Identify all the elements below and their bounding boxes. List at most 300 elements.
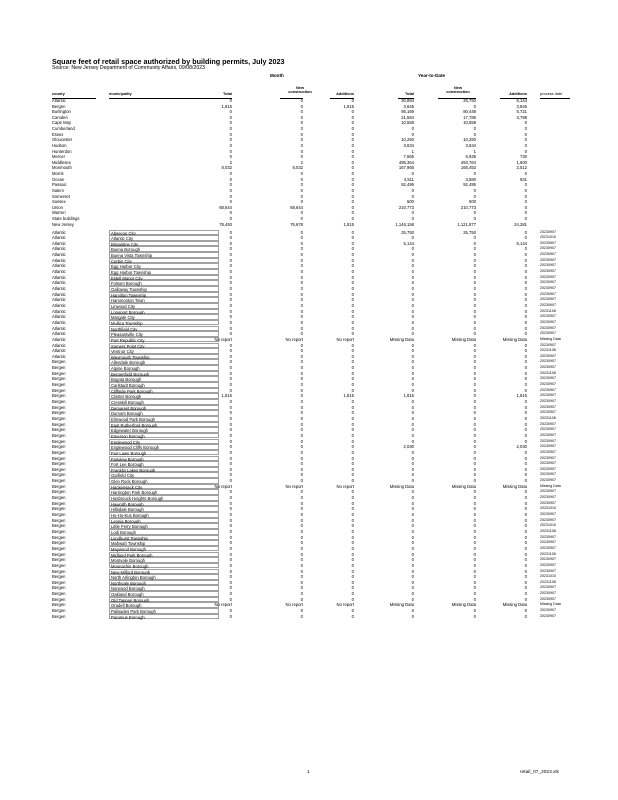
municipality-cell: Margate City xyxy=(109,314,219,320)
table-row xyxy=(0,614,618,620)
county-cell: Bergen xyxy=(52,421,66,427)
ytd-additions-cell: 0 xyxy=(524,466,527,472)
ytd-additions-cell: 0 xyxy=(524,137,527,143)
header-month-new-line1: New xyxy=(296,85,304,90)
municipality-cell: Hasbrouck Heights Borough xyxy=(109,495,219,501)
month-new-cell: 0 xyxy=(300,359,303,365)
month-total-cell: 0 xyxy=(229,120,232,126)
municipality-cell: Englewood Cliffs Borough xyxy=(109,444,219,450)
ytd-new-cell: 3,634 xyxy=(465,142,476,148)
ytd-new-cell: 0 xyxy=(473,365,476,371)
month-additions-cell: 0 xyxy=(351,399,354,404)
header-month-new-line2: construction xyxy=(288,89,312,95)
month-additions-cell: 1,815 xyxy=(343,103,354,109)
ytd-total-cell: 0 xyxy=(411,246,414,252)
municipality-cell: Englewood City xyxy=(109,439,219,445)
municipality-cell: Mahwah Township xyxy=(109,540,219,546)
ytd-total-cell: 2,030 xyxy=(403,444,414,450)
process-date-cell: 20230907 xyxy=(540,325,556,330)
ytd-new-cell: 3,580 xyxy=(465,176,476,182)
process-date-cell: 20230907 xyxy=(540,461,556,466)
process-date-cell: 20230907 xyxy=(540,489,556,494)
county-cell: Bergen xyxy=(52,562,66,568)
ytd-additions-cell: 0 xyxy=(524,204,527,210)
municipality-cell: Buena Vista Township xyxy=(109,252,219,258)
month-new-cell: 0 xyxy=(300,348,303,354)
process-date-cell: 20231108 xyxy=(540,370,556,375)
month-new-cell: 0 xyxy=(300,540,303,546)
ytd-additions-cell: 0 xyxy=(524,557,527,563)
ytd-additions-cell: 0 xyxy=(524,421,527,427)
county-cell: Bergen xyxy=(52,596,66,602)
month-total-cell: 0 xyxy=(229,551,232,557)
ytd-additions-cell: 0 xyxy=(524,596,527,602)
month-total-cell: 0 xyxy=(229,562,232,568)
month-new-cell: 0 xyxy=(300,551,303,557)
month-new-cell: 0 xyxy=(300,120,303,126)
ytd-new-cell: 25,750 xyxy=(463,98,476,103)
month-total-cell: 0 xyxy=(229,557,232,563)
file-name: retail_07_2023.xls xyxy=(520,770,559,775)
month-new-cell: 0 xyxy=(300,353,303,359)
ytd-additions-cell: 0 xyxy=(524,269,527,275)
process-date-cell: 20230907 xyxy=(540,608,556,613)
municipality-cell: Hackensack City xyxy=(109,484,219,490)
month-new-cell: 0 xyxy=(300,489,303,495)
ytd-new-cell: 0 xyxy=(473,359,476,365)
county-cell: Bergen xyxy=(52,483,66,489)
ytd-additions-cell: 0 xyxy=(524,574,527,580)
month-total-cell: 0 xyxy=(229,114,232,120)
ytd-total-cell: 0 xyxy=(411,613,414,619)
month-additions-cell: 0 xyxy=(351,528,354,534)
ytd-total-cell: 10,260 xyxy=(401,137,414,143)
month-additions-cell: 0 xyxy=(351,187,354,193)
month-additions-cell: 0 xyxy=(351,596,354,602)
ytd-additions-cell: 0 xyxy=(524,376,527,382)
month-total-cell: 0 xyxy=(229,325,232,331)
ytd-additions-cell: 24,281 xyxy=(514,221,527,227)
process-date-cell: 20230907 xyxy=(540,274,556,279)
county-cell: Bergen xyxy=(52,517,66,523)
month-additions-cell: 0 xyxy=(351,608,354,614)
ytd-additions-cell: 0 xyxy=(524,500,527,506)
county-cell: Atlantic xyxy=(52,319,66,325)
ytd-additions-cell: 3,798 xyxy=(516,114,527,120)
ytd-additions-cell: 0 xyxy=(524,512,527,517)
month-new-cell: 0 xyxy=(300,585,303,591)
ytd-total-cell: 0 xyxy=(411,551,414,557)
process-date-cell: 20230907 xyxy=(540,291,556,296)
ytd-additions-cell: 0 xyxy=(524,187,527,193)
process-date-cell: 20230907 xyxy=(540,263,556,268)
municipality-cell: Ventnor City xyxy=(109,348,219,354)
municipality-cell: Hamilton Township xyxy=(109,292,219,298)
month-additions-cell: 0 xyxy=(351,342,354,348)
municipality-cell: Harrington Park Borough xyxy=(109,489,219,495)
month-additions-cell: 0 xyxy=(351,472,354,478)
ytd-total-cell: 0 xyxy=(411,280,414,286)
month-total-cell: 0 xyxy=(229,263,232,269)
county-cell: Cape May xyxy=(52,120,72,126)
month-additions-cell: 0 xyxy=(351,331,354,337)
ytd-total-cell: 1,815 xyxy=(403,393,414,399)
ytd-total-cell: 0 xyxy=(411,291,414,297)
month-total-cell: 0 xyxy=(229,534,232,540)
month-additions-cell: 0 xyxy=(351,319,354,325)
process-date-cell: 20230907 xyxy=(540,393,556,398)
county-cell: Atlantic xyxy=(52,353,66,359)
month-new-cell: 0 xyxy=(300,596,303,602)
process-date-cell: 20230907 xyxy=(540,342,556,347)
process-date-cell: 20230907 xyxy=(540,562,556,567)
ytd-new-cell: 0 xyxy=(473,103,476,109)
process-date-cell: 20230907 xyxy=(540,331,556,336)
ytd-total-cell: 0 xyxy=(411,370,414,376)
month-additions-cell: 0 xyxy=(351,376,354,382)
month-total-cell: 0 xyxy=(229,171,232,177)
month-new-cell: 0 xyxy=(300,308,303,314)
month-new-cell: 0 xyxy=(300,517,303,523)
month-new-cell: 0 xyxy=(300,142,303,148)
ytd-additions-cell: 0 xyxy=(524,171,527,177)
ytd-additions-cell: 0 xyxy=(524,382,527,388)
month-total-cell: 0 xyxy=(229,585,232,591)
municipality-cell: Norwood Borough xyxy=(109,585,219,591)
municipality-cell: Port Republic City xyxy=(109,337,219,343)
month-additions-cell: 0 xyxy=(351,286,354,291)
county-cell: Atlantic xyxy=(52,314,66,320)
process-date-cell: 20230907 xyxy=(540,444,556,449)
month-total-cell: 0 xyxy=(229,500,232,506)
month-new-cell: 0 xyxy=(300,376,303,382)
ytd-additions-cell: 0 xyxy=(524,415,527,421)
municipality-cell: Carlstadt Borough xyxy=(109,382,219,388)
process-date-cell: 20231010 xyxy=(540,506,556,511)
ytd-new-cell: 0 xyxy=(473,387,476,393)
ytd-total-cell: 1,146,158 xyxy=(395,221,414,227)
ytd-additions-cell: 0 xyxy=(524,246,527,252)
month-new-cell: 0 xyxy=(300,534,303,540)
month-total-cell: 0 xyxy=(229,252,232,258)
month-total-cell: 0 xyxy=(229,399,232,404)
ytd-additions-cell: 0 xyxy=(524,528,527,534)
month-new-cell: 0 xyxy=(300,444,303,450)
ytd-additions-cell: 0 xyxy=(524,613,527,619)
municipality-cell: Cresskill Borough xyxy=(109,399,219,405)
county-cell: Bergen xyxy=(52,613,66,619)
month-new-cell: 0 xyxy=(300,252,303,258)
ytd-total-cell: 495,364 xyxy=(398,159,414,165)
month-new-cell: 68,644 xyxy=(290,204,303,210)
municipality-cell: Fort Lee Borough xyxy=(109,461,219,467)
ytd-total-cell: 0 xyxy=(411,257,414,263)
ytd-new-cell: 0 xyxy=(473,517,476,523)
ytd-total-cell: 4,511 xyxy=(403,176,414,182)
month-additions-cell: 0 xyxy=(351,461,354,467)
month-new-cell: 0 xyxy=(300,404,303,410)
month-additions-cell: 0 xyxy=(351,359,354,365)
month-total-cell: No report xyxy=(214,483,232,489)
ytd-total-cell: 0 xyxy=(411,427,414,433)
ytd-new-cell: 0 xyxy=(473,286,476,291)
county-cell: Atlantic xyxy=(52,336,66,342)
month-new-cell: 0 xyxy=(300,286,303,291)
month-total-cell: 0 xyxy=(229,331,232,337)
month-additions-cell: 0 xyxy=(351,585,354,591)
ytd-new-cell: 0 xyxy=(473,291,476,297)
ytd-additions-cell: 0 xyxy=(524,432,527,438)
ytd-new-cell: 0 xyxy=(473,432,476,438)
month-total-cell: 0 xyxy=(229,240,232,246)
month-total-cell: 0 xyxy=(229,461,232,467)
county-cell: Bergen xyxy=(52,449,66,455)
month-new-cell: 0 xyxy=(300,187,303,193)
ytd-new-cell: 0 xyxy=(473,410,476,416)
month-additions-cell: 1,815 xyxy=(343,221,354,227)
municipality-cell: North Arlington Borough xyxy=(109,574,219,580)
ytd-new-cell: 0 xyxy=(473,613,476,619)
month-additions-cell: 0 xyxy=(351,438,354,444)
month-additions-cell: 0 xyxy=(351,506,354,512)
month-total-cell: 0 xyxy=(229,182,232,188)
ytd-new-cell: 0 xyxy=(473,557,476,563)
ytd-total-cell: 0 xyxy=(411,263,414,269)
ytd-additions-cell: 0 xyxy=(524,472,527,478)
process-date-cell: 20230907 xyxy=(540,466,556,471)
month-new-cell: 0 xyxy=(300,229,303,235)
ytd-total-cell: 0 xyxy=(411,325,414,331)
ytd-total-cell: 0 xyxy=(411,517,414,523)
municipality-cell: Folsom Borough xyxy=(109,280,219,286)
ytd-additions-cell: 0 xyxy=(524,193,527,199)
ytd-additions-cell: 2,512 xyxy=(516,165,527,171)
month-additions-cell: 0 xyxy=(351,204,354,210)
ytd-total-cell: 0 xyxy=(411,342,414,348)
ytd-additions-cell: 0 xyxy=(524,319,527,325)
process-date-cell: 20230907 xyxy=(540,297,556,302)
month-new-cell: 0 xyxy=(300,370,303,376)
month-additions-cell: 0 xyxy=(351,148,354,154)
ytd-additions-cell: 0 xyxy=(524,591,527,597)
county-cell: Morris xyxy=(52,171,64,177)
ytd-total-cell: 0 xyxy=(411,376,414,382)
ytd-total-cell: 0 xyxy=(411,131,414,137)
county-cell: Atlantic xyxy=(52,263,66,269)
month-new-cell: 0 xyxy=(300,579,303,585)
month-new-cell: 0 xyxy=(300,574,303,580)
ytd-new-cell: 0 xyxy=(473,325,476,331)
county-cell: Camden xyxy=(52,114,68,120)
process-date-cell: 20230907 xyxy=(540,495,556,500)
ytd-additions-cell: 0 xyxy=(524,608,527,614)
ytd-additions-cell: 3,845 xyxy=(516,103,527,109)
municipality-cell: Egg Harbor City xyxy=(109,263,219,269)
month-additions-cell: 0 xyxy=(351,382,354,388)
ytd-total-cell: 0 xyxy=(411,319,414,325)
county-cell: Atlantic xyxy=(52,297,66,303)
month-additions-cell: 0 xyxy=(351,126,354,132)
month-total-cell: 0 xyxy=(229,210,232,216)
ytd-additions-cell: 0 xyxy=(524,182,527,188)
month-new-cell: 0 xyxy=(300,182,303,188)
process-date-cell: 20230907 xyxy=(540,229,556,234)
month-total-cell: 0 xyxy=(229,348,232,354)
month-total-cell: 0 xyxy=(229,142,232,148)
month-total-cell: 0 xyxy=(229,455,232,461)
month-additions-cell: 0 xyxy=(351,199,354,205)
process-date-cell: 20230907 xyxy=(540,568,556,573)
month-additions-cell: 0 xyxy=(351,216,354,222)
process-date-cell: 20230907 xyxy=(540,455,556,460)
month-total-cell: 0 xyxy=(229,438,232,444)
ytd-new-cell: 0 xyxy=(473,131,476,137)
county-cell: Gloucester xyxy=(52,137,73,143)
month-new-cell: No report xyxy=(285,336,303,342)
month-new-cell: 0 xyxy=(300,399,303,404)
ytd-additions-cell: 0 xyxy=(524,126,527,132)
ytd-additions-cell: 0 xyxy=(524,325,527,331)
ytd-total-cell: Missing Data xyxy=(389,483,414,489)
month-new-cell: 0 xyxy=(300,280,303,286)
month-total-cell: 0 xyxy=(229,235,232,241)
ytd-new-cell: 25,750 xyxy=(463,229,476,235)
process-date-cell: 20230907 xyxy=(540,359,556,364)
month-additions-cell: 0 xyxy=(351,568,354,574)
month-total-cell: 2 xyxy=(229,159,232,165)
month-new-cell: 0 xyxy=(300,500,303,506)
month-total-cell: 0 xyxy=(229,370,232,376)
county-cell: Atlantic xyxy=(52,98,66,103)
ytd-additions-cell: 0 xyxy=(524,235,527,241)
ytd-new-cell: 0 xyxy=(473,478,476,484)
ytd-additions-cell: 0 xyxy=(524,210,527,216)
month-new-cell: 0 xyxy=(300,291,303,297)
process-date-cell: 20231010 xyxy=(540,574,556,579)
month-total-cell: 0 xyxy=(229,297,232,303)
ytd-total-cell: 0 xyxy=(411,252,414,258)
municipality-cell: Lyndhurst Township xyxy=(109,535,219,541)
county-cell: Essex xyxy=(52,131,64,137)
ytd-total-cell: 0 xyxy=(411,187,414,193)
month-new-cell: 0 xyxy=(300,103,303,109)
month-total-cell: 0 xyxy=(229,376,232,382)
month-additions-cell: 0 xyxy=(351,455,354,461)
month-total-cell: 0 xyxy=(229,415,232,421)
ytd-new-cell: 10,558 xyxy=(463,120,476,126)
month-total-cell: No report xyxy=(214,602,232,608)
month-additions-cell: 0 xyxy=(351,449,354,455)
ytd-additions-cell: 0 xyxy=(524,331,527,337)
county-cell: State buildings xyxy=(52,216,80,222)
ytd-total-cell: 0 xyxy=(411,235,414,241)
ytd-total-cell: 0 xyxy=(411,478,414,484)
month-additions-cell: 0 xyxy=(351,98,354,103)
ytd-additions-cell: 0 xyxy=(524,199,527,205)
ytd-new-cell: 0 xyxy=(473,331,476,337)
month-total-cell: No report xyxy=(214,336,232,342)
ytd-additions-cell: 0 xyxy=(524,449,527,455)
month-additions-cell: 0 xyxy=(351,114,354,120)
municipality-cell: Hammonton Town xyxy=(109,297,219,303)
municipality-cell: Bergenfield Borough xyxy=(109,371,219,377)
municipality-cell: Midland Park Borough xyxy=(109,552,219,558)
ytd-new-cell: 0 xyxy=(473,308,476,314)
header-municipality: municipality xyxy=(109,91,132,96)
ytd-new-cell: 165,453 xyxy=(460,165,476,171)
county-cell: Bergen xyxy=(52,466,66,472)
ytd-new-cell: Missing Data xyxy=(451,483,476,489)
ytd-new-cell: 0 xyxy=(473,210,476,216)
month-total-cell: 0 xyxy=(229,257,232,263)
county-cell: Atlantic xyxy=(52,302,66,308)
month-total-cell: 0 xyxy=(229,545,232,551)
ytd-additions-cell: 0 xyxy=(524,314,527,320)
ytd-new-cell: 0 xyxy=(473,472,476,478)
month-additions-cell: 0 xyxy=(351,466,354,472)
municipality-cell: Corbin City xyxy=(109,258,219,264)
month-total-cell: 0 xyxy=(229,449,232,455)
ytd-additions-cell: 0 xyxy=(524,257,527,263)
month-total-cell: 0 xyxy=(229,410,232,416)
month-additions-cell: No report xyxy=(336,336,354,342)
ytd-new-cell: 0 xyxy=(473,534,476,540)
ytd-new-cell: 0 xyxy=(473,427,476,433)
county-cell: Bergen xyxy=(52,370,66,376)
process-date-cell: 20230907 xyxy=(540,376,556,381)
ytd-total-cell: 0 xyxy=(411,359,414,365)
month-new-cell: 0 xyxy=(300,478,303,484)
month-new-cell: 0 xyxy=(300,528,303,534)
ytd-total-cell: 0 xyxy=(411,216,414,222)
municipality-cell: Dumont Borough xyxy=(109,410,219,416)
county-cell: Bergen xyxy=(52,478,66,484)
ytd-total-cell: 10,558 xyxy=(401,120,414,126)
ytd-total-cell: 0 xyxy=(411,579,414,585)
ytd-additions-cell: 0 xyxy=(524,478,527,484)
month-additions-cell: 0 xyxy=(351,229,354,235)
ytd-additions-cell: 0 xyxy=(524,131,527,137)
month-total-cell: 0 xyxy=(229,432,232,438)
month-total-cell: 0 xyxy=(229,137,232,143)
month-additions-cell: 0 xyxy=(351,404,354,410)
header-ytd-total: Total xyxy=(404,91,414,96)
ytd-new-cell: 0 xyxy=(473,545,476,551)
ytd-new-cell: 0 xyxy=(473,506,476,512)
month-total-cell: 0 xyxy=(229,444,232,450)
ytd-new-cell: 0 xyxy=(473,444,476,450)
month-additions-cell: 0 xyxy=(351,427,354,433)
ytd-new-cell: 1 xyxy=(473,148,476,154)
process-date-cell: 20230907 xyxy=(540,591,556,596)
month-total-cell: 0 xyxy=(229,199,232,205)
ytd-additions-cell: 0 xyxy=(524,216,527,222)
process-date-cell: 20230907 xyxy=(540,319,556,324)
process-date-cell: 20230907 xyxy=(540,613,556,618)
ytd-additions-cell: 0 xyxy=(524,461,527,467)
county-cell: Bergen xyxy=(52,557,66,563)
process-date-cell: 20230907 xyxy=(540,596,556,601)
ytd-total-cell: 0 xyxy=(411,171,414,177)
ytd-total-cell: 0 xyxy=(411,415,414,421)
process-date-cell: 20230907 xyxy=(540,427,556,432)
ytd-total-cell: 0 xyxy=(411,540,414,546)
month-total-cell: 78,493 xyxy=(219,221,232,227)
ytd-new-cell: 0 xyxy=(473,449,476,455)
month-total-cell: 0 xyxy=(229,608,232,614)
ytd-additions-cell: 0 xyxy=(524,523,527,529)
municipality-cell: Egg Harbor Township xyxy=(109,269,219,275)
